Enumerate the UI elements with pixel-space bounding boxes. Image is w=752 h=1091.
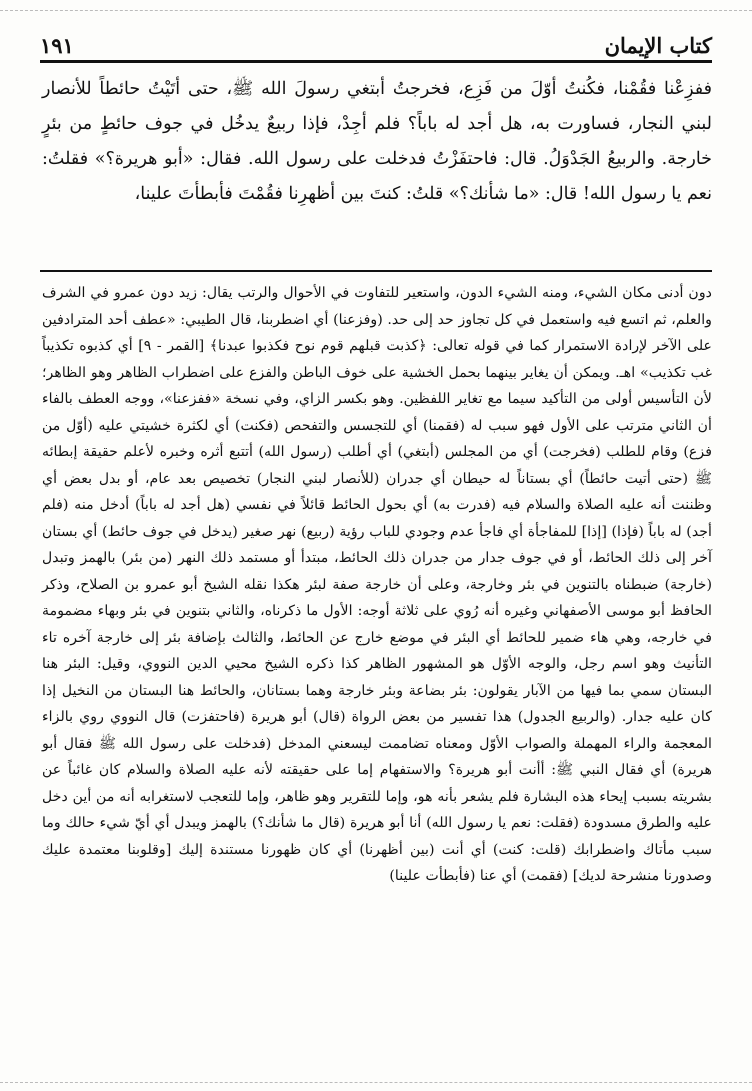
page-top-edge bbox=[0, 0, 752, 11]
page-number: ١٩١ bbox=[40, 33, 74, 58]
footnote-separator bbox=[40, 270, 712, 272]
header-rule bbox=[40, 60, 712, 63]
page-bottom-edge bbox=[0, 1082, 752, 1091]
hadith-text bbox=[42, 72, 712, 212]
commentary-footnote bbox=[42, 280, 712, 890]
footnote-paragraph: دون أدنى مكان الشيء، ومنه الشيء الدون، واستعير للتفاوت في الأحوال والرتب يقال: زيد دون عمرو في الشرف والعلم، ثم اتسع فيه واستعمل في كل تجاوز حد إلى حد. (وفزعنا) أي اضطربنا، قال الطيبي: «عطف أحد المترادفين على الآخر لإرادة الاستمرار كما في قوله تعالى: ﴿كذبت قبلهم قوم نوح فكذبوا عبدنا﴾ [القمر - ٩] أي كذبوه تكذيباً غب تكذيب» اهـ. ويمكن أن يغاير بينهما بحمل الخشية على خوف الباطن والفزع على اضطراب الظاهر وهو الظاهر؛ لأن التأسيس أولى من التأكيد سيما مع تغاير اللفظين. وهو بكسر الزاي، وفي نسخة «ففزعنا»، ووجه العطف بالفاء أن الثاني مترتب على الأول فهو سبب له (فقمنا) أي للتجسس والتفحص (فكنت) أي لكثرة خشيتي عليه (أوّل من فزع) وقام للطلب (فخرجت) أي من المجلس (أبتغي) أي أطلب (رسول الله) أتتبع أثره وخبره لأعلم حقيقة إبطائه ﷺ (حتى أتيت حائطاً) أي بستاناً له حيطان أي جدران (للأنصار لبني النجار) تخصيص بعد عام، أو بدل بعض أي وظننت أنه عليه الصلاة والسلام فيه (فدرت به) أي بحول الحائط قائلاً في نفسي (هل أجد له باباً) أدخل منه (فلم أجد) له باباً (فإذا) [إذا] للمفاجأة أي فاجأ عدم وجودي للباب رؤية (ربيع) نهر صغير (يدخل في جوف حائط) أي بستان آخر إلى ذلك الحائط، أو في جوف جدار من جدران ذلك الحائط، مبتدأ أو مستمد ذلك النهر (من بئر) بالهمز وتبدل (خارجة) ضبطناه بالتنوين في بئر وخارجة، وعلى أن خارجة صفة لبئر هكذا نقله الشيخ أبو عمرو بن الصلاح، وذكر الحافظ أبو موسى الأصفهاني وغيره أنه رُوي على ثلاثة أوجه: الأول ما ذكرناه، والثاني بتنوين في بئر وبهاء مضمومة في خارجه، وهي هاء ضمير للحائط أي البئر في موضع خارج عن الحائط، والثالث بإضافة بئر إلى خارجة آخره تاء التأنيث وهو اسم رجل، والوجه الأوّل هو المشهور الظاهر كذا ذكره الشيخ محيي الدين النووي، وقيل: البئر هنا البستان سمي بما فيها من الآبار يقولون: بئر بضاعة وبئر خارجة وهما بستانان، والحائط هنا البستان من النخيل إذا كان عليه جدار. (والربيع الجدول) هذا تفسير من بعض الرواة (قال) أبو هريرة (فاحتفزت) قال النووي روي بالزاء المعجمة والراء المهملة والصواب الأوّل ومعناه تضاممت ليسعني المدخل (فدخلت على رسول الله ﷺ فقال أبو هريرة) أي فقال النبي ﷺ: أأنت أبو هريرة؟ والاستفهام إما على حقيقته لأنه عليه الصلاة والسلام كان غائباً عن بشريته بسبب إيحاء هذه البشارة فلم يشعر بأنه هو، وإما للتقرير وهو ظاهر، وإما للتعجب لاستغرابه أنه من أين دخل عليه والطرق مسدودة (فقلت: نعم يا رسول الله) أنا أبو هريرة (قال ما شأنك؟) بالهمز ويبدل أي أيّ شيء حالك وما سبب مأتاك واضطرابك (قلت: كنت) أي أنت (بين أظهرنا) أي كان ظهورنا مستندة إليك [وقلوبنا معتمدة عليك وصدورنا منشرحة لديك] (فقمت) أي عنا (فأبطأت علينا) bbox=[42, 285, 712, 884]
hadith-paragraph: ففزِعْنا فقُمْنا، فكُنتُ أوّلَ من فَزِع، فخرجتُ أبتغي رسولَ الله ﷺ، حتى أتَيْتُ حائطاً للأنصار لبني النجار، فساورت به، هل أجد له باباً؟ فلم أجِدْ، فإذا ربيعٌ يدخُل في جوف حائطٍ من بئرٍ خارجة. والربيعُ الجَدْوَلُ. قال: فاحتفَزْتُ فدخلت على رسول الله. فقال: «أبو هريرة؟» فقلتُ: نعم يا رسول الله! قال: «ما شأنك؟» قلتُ: كنتَ بين أظهرِنا فقُمْتَ فأبطأتَ علينا، bbox=[42, 79, 712, 204]
page-header bbox=[40, 28, 712, 58]
running-title: كتاب الإيمان bbox=[604, 33, 712, 58]
